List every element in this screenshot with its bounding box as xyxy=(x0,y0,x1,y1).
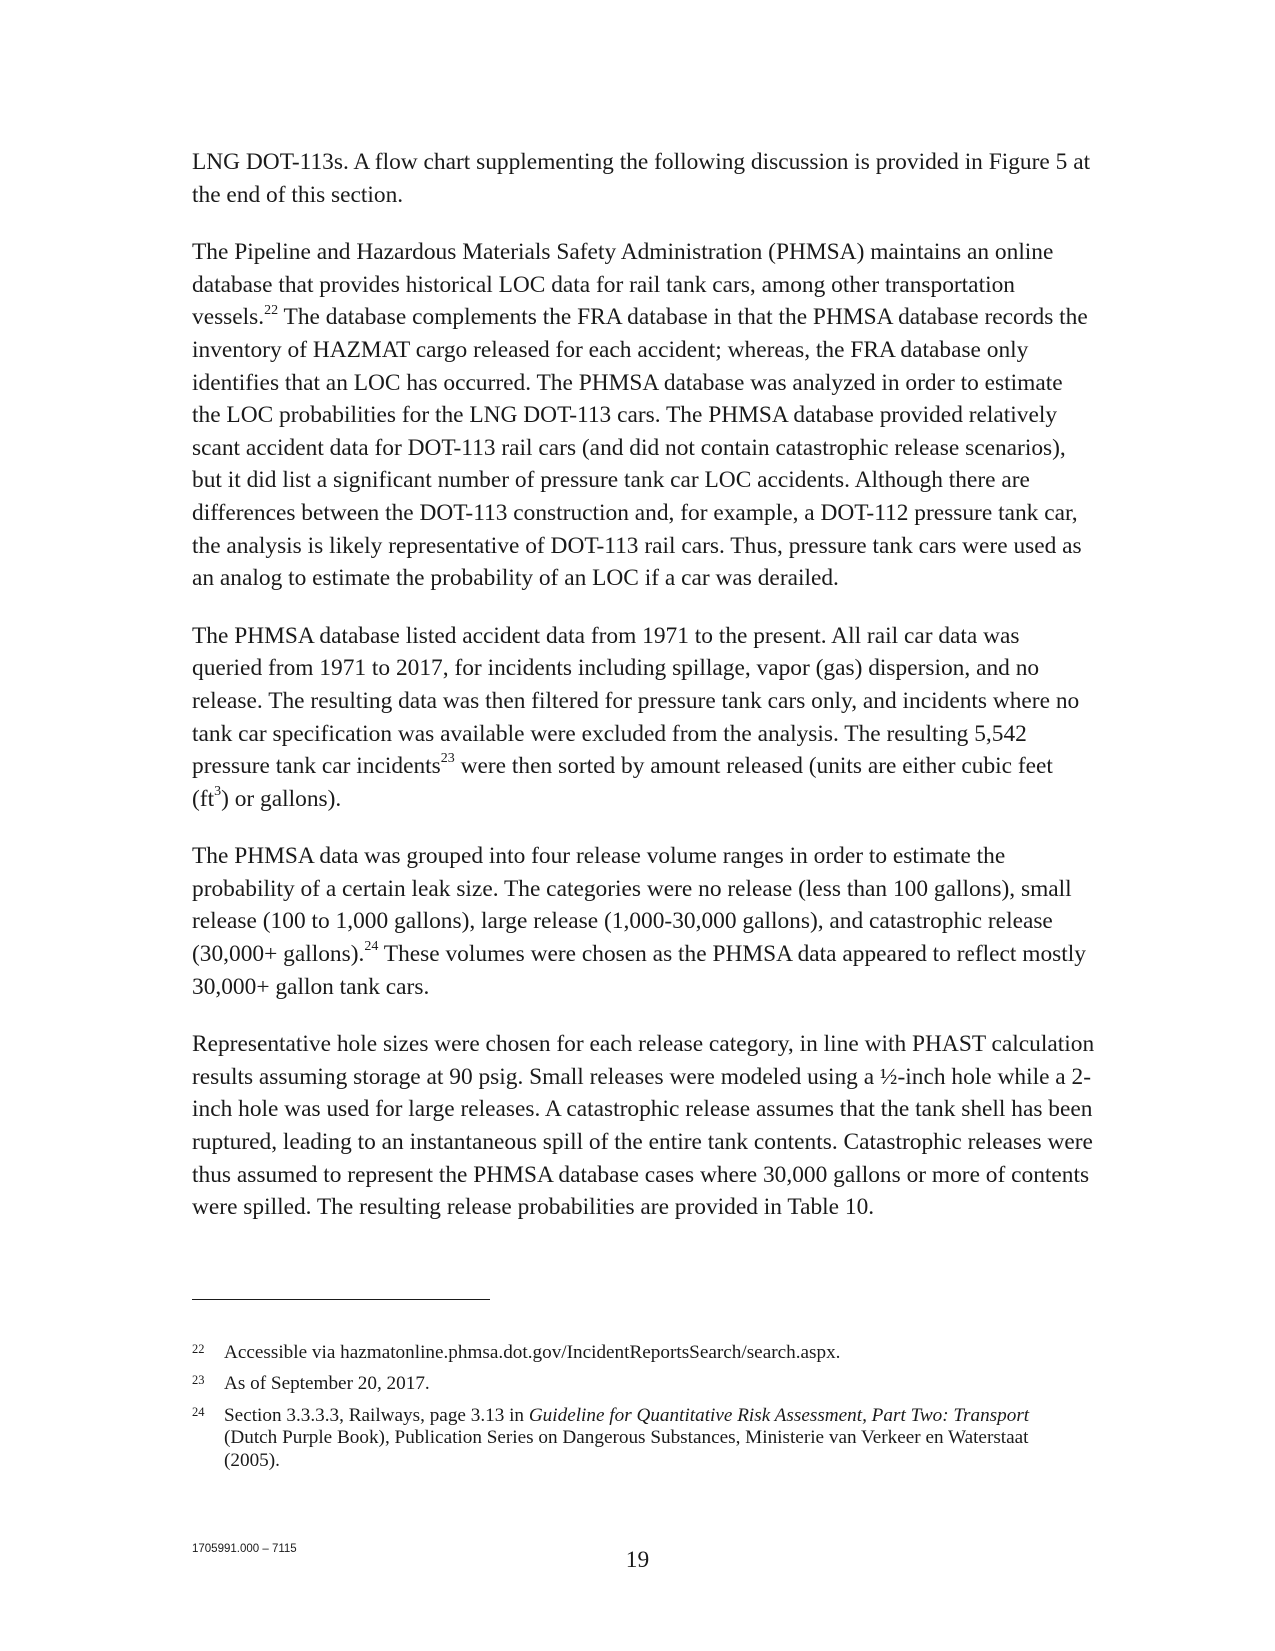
text-run: were then sorted by amount released (units are either cubic feet (ft xyxy=(192,753,1053,812)
footnote-number: 24 xyxy=(192,1404,205,1419)
footnote-reference: 23 xyxy=(440,751,455,767)
text-run: LNG DOT-113s. A flow chart supplementing the following discussion is provided in Figure 5 at the end of this section. xyxy=(192,149,1091,208)
footnote-reference: 24 xyxy=(364,939,379,955)
text-run: Representative hole sizes were chosen for each release category, in line with PHAST calculation results assuming storage at 90 psig. Small releases were modeled using a ½-inch hole while a 2- inch hole was used for large releases. A catastrophic release assumes that the tank shell has been ruptured, leading to an instantaneous spill of the entire tank contents. Catastrophic releases were thus assumed to represent the PHMSA database cases where 30,000 gallons or more of contents were spilled. The resulting release probabilities are provided in Table 10. xyxy=(192,1031,1095,1221)
paragraph-release-volume-ranges xyxy=(192,840,1152,1003)
footnote-number: 23 xyxy=(192,1373,205,1388)
footnote-separator xyxy=(192,1299,490,1300)
body-text xyxy=(192,146,1152,1249)
text-run: The Pipeline and Hazardous Materials Safety Administration (PHMSA) maintains an online database that provides historical LOC data for rail tank cars, among other transportation vessels. xyxy=(192,239,1054,331)
text-run: ) or gallons). xyxy=(221,785,342,812)
paragraph-hole-sizes xyxy=(192,1028,1152,1224)
text-run: As of September 20, 2017. xyxy=(224,1373,430,1395)
paragraph-intro xyxy=(192,146,1152,211)
footnote-22 xyxy=(192,1342,1122,1364)
footnote-23 xyxy=(192,1373,1122,1395)
paragraph-phmsa-database xyxy=(192,236,1152,595)
footnote-reference: 3 xyxy=(214,783,222,799)
footnote-text xyxy=(224,1405,1122,1472)
footnote-24 xyxy=(192,1405,1122,1472)
page-number: 19 xyxy=(625,1547,650,1573)
document-id: 1705991.000 – 7115 xyxy=(192,1543,297,1555)
text-run: The PHMSA data was grouped into four release volume ranges in order to estimate the probability of a certain leak size. The categories were no release (less than 100 gallons), small release (100 to 1,000 gallons), large release (1,000-30,000 gallons), and catastrophic release (30,000+ gallons). xyxy=(192,843,1072,968)
italic-title: Guideline for Quantitative Risk Assessment, Part Two: Transport xyxy=(528,1404,1030,1426)
text-run: The database complements the FRA database in that the PHMSA database records the inventory of HAZMAT cargo released for each accident; whereas, the FRA database only identifies that an LOC has occurred. The PHMSA database was analyzed in order to estimate the LOC probabilities for the LNG DOT-113 cars. The PHMSA database provided relatively scant accident data for DOT-113 rail cars (and did not contain catastrophic release scenarios), but it did list a significant number of pressure tank car LOC accidents. Although there are differences between the DOT-113 construction and, for example, a DOT-112 pressure tank car, the analysis is likely representative of DOT-113 rail cars. Thus, pressure tank cars were used as an analog to estimate the probability of an LOC if a car was derailed. xyxy=(192,304,1088,592)
footnotes xyxy=(192,1342,1122,1481)
text-run: Accessible via hazmatonline.phmsa.dot.gov/IncidentReportsSearch/search.aspx. xyxy=(224,1342,841,1363)
footnote-reference: 22 xyxy=(264,302,279,318)
text-run: These volumes were chosen as the PHMSA data appeared to reflect mostly 30,000+ gallon tank cars. xyxy=(192,941,1086,1000)
footnote-text xyxy=(224,1373,1122,1395)
text-run: Section 3.3.3.3, Railways, page 3.13 in xyxy=(224,1404,529,1426)
footnote-text xyxy=(224,1342,1122,1364)
paragraph-accident-data xyxy=(192,620,1152,816)
text-run: (Dutch Purple Book), Publication Series on Dangerous Substances, Ministerie van Verkeer en Waterstaat (2005). xyxy=(224,1427,1029,1471)
footnote-number: 22 xyxy=(192,1342,205,1356)
text-run: The PHMSA database listed accident data from 1971 to the present. All rail car data was queried from 1971 to 2017, for incidents including spillage, vapor (gas) dispersion, and no release. The resulting data was then filtered for pressure tank cars only, and incidents where no tank car specification was available were excluded from the analysis. The resulting 5,542 pressure tank car incidents xyxy=(192,622,1080,780)
